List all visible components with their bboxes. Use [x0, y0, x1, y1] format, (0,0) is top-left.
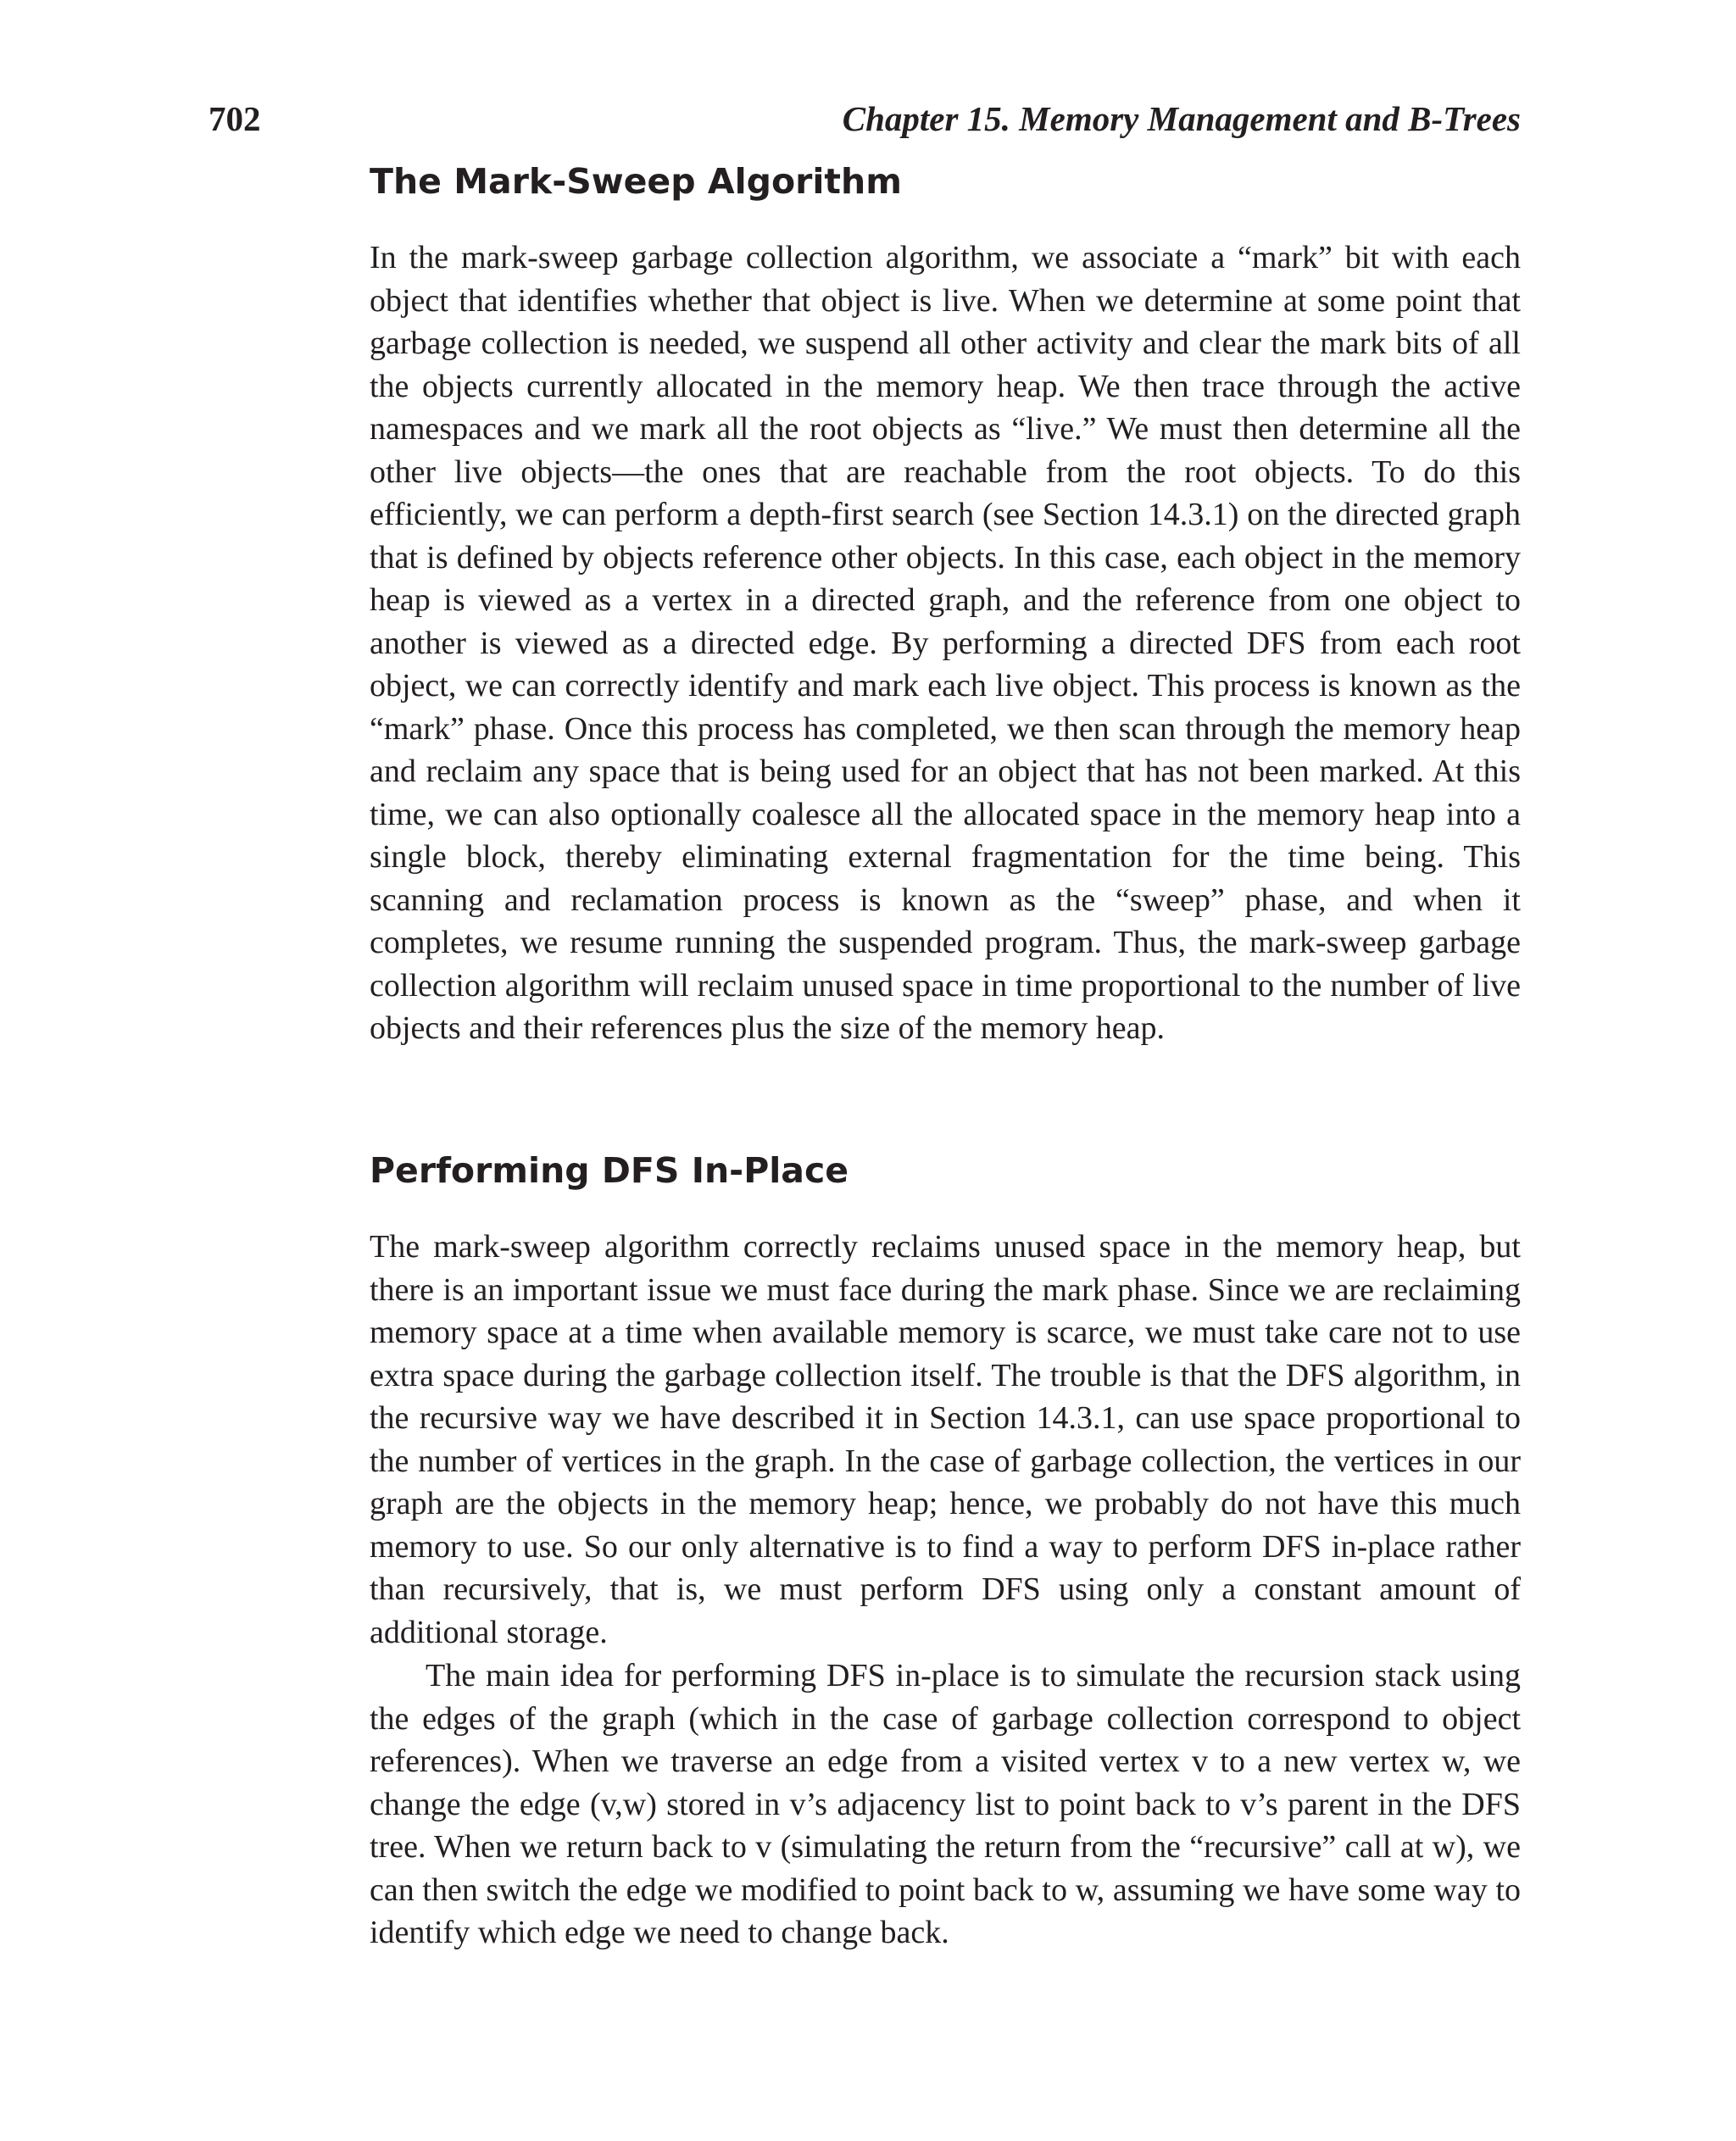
paragraph-dfs-in-place-1: The mark-sweep algorithm correctly reclaims unused space in the memory heap, but there is an important issue we must face during the mark phase. Since we are reclaiming memory space at a time when available memory is scarce, we must take care not to use extra space during the garbage collection itself. The trouble is that the DFS algorithm, in the recursive way we have described it in Section 14.3.1, can use space proportional to the number of vertices in the graph. In the case of garbage collection, the vertices in our graph are the objects in the memory heap; hence, we probably do not have this much memory to use. So our only alternative is to find a way to perform DFS in-place rather than recursively, that is, we must perform DFS using only a constant amount of additional storage.: [370, 1229, 1521, 1650]
paragraph-mark-sweep: In the mark-sweep garbage collection algorithm, we associate a “mark” bit with each object that identifies whether that object is live. When we determine at some point that garbage collection is needed, we suspend all other activity and clear the mark bits of all the objects currently allocated in the memory heap. We then trace through the active namespaces and we mark all the root objects as “live.” We must then determine all the other live objects—the ones that are reachable from the root objects. To do this efficiently, we can perform a depth-first search (see Section 14.3.1) on the directed graph that is defined by objects reference other objects. In this case, each object in the memory heap is viewed as a vertex in a directed graph, and the reference from one object to another is viewed as a directed edge. By performing a directed DFS from each root object, we can correctly identify and mark each live object. This process is known as the “mark” phase. Once this process has completed, we then scan through the memory heap and reclaim any space that is being used for an object that has not been marked. At this time, we can also optionally coalesce all the allocated space in the memory heap into a single block, thereby eliminating external fragmentation for the time being. This scanning and reclamation process is known as the “sweep” phase, and when it completes, we resume running the suspended program. Thus, the mark-sweep garbage collection algorithm will reclaim unused space in time proportional to the number of live objects and their references plus the size of the memory heap.: [370, 240, 1521, 1046]
paragraph-dfs-in-place-2: The main idea for performing DFS in-place is to simulate the recursion stack using the edges of the graph (which in the case of garbage collection correspond to object references). When we traverse an edge from a visited vertex v to a new vertex w, we change the edge (v,w) stored in v’s adjacency list to point back to v’s parent in the DFS tree. When we return back to v (simulating the return from the “recursive” call at w), we can then switch the edge we modified to point back to w, assuming we have some way to identify which edge we need to change back.: [370, 1658, 1521, 1950]
page-number: 702: [209, 99, 261, 138]
chapter-title: Chapter 15. Memory Management and B-Trees: [842, 99, 1521, 138]
running-head: [209, 98, 1521, 149]
section-heading-dfs-in-place: Performing DFS In-Place: [370, 1150, 849, 1191]
section-heading-mark-sweep: The Mark-Sweep Algorithm: [370, 161, 902, 202]
